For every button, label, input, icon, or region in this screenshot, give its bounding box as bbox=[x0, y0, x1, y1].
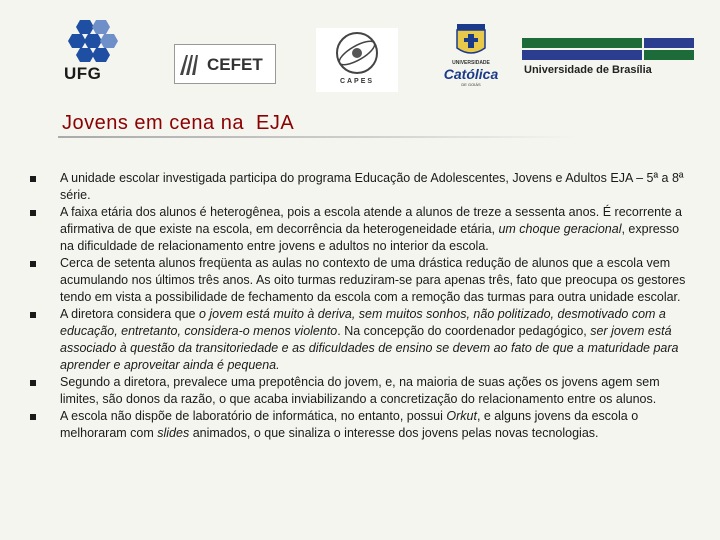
bullet-item bbox=[30, 170, 690, 204]
title-underline bbox=[58, 136, 578, 138]
bullet-square-icon bbox=[30, 210, 36, 216]
bullet-item bbox=[30, 306, 690, 374]
slide-title: Jovens em cena na EJA bbox=[62, 112, 295, 134]
bullet-text: A diretora considera que bbox=[60, 307, 199, 321]
bullet-item bbox=[30, 255, 690, 306]
bullet-text: A unidade escolar investigada participa do programa Educação de Adolescentes, Jovens e Adultos EJA – 5ª a 8ª série. bbox=[60, 171, 684, 202]
bullet-square-icon bbox=[30, 414, 36, 420]
cefet-logo bbox=[174, 44, 276, 84]
bullet-text-italic: um choque geracional bbox=[498, 222, 622, 236]
catolica-logo-text: Católica bbox=[443, 66, 499, 82]
cefet-logo-text: CEFET bbox=[207, 55, 263, 74]
bullet-text-italic: Orkut bbox=[446, 409, 477, 423]
bullet-text-italic: slides bbox=[157, 426, 190, 440]
catolica-logo-bottom-text: DE GOIÁS bbox=[461, 82, 481, 87]
bullet-item bbox=[30, 374, 690, 408]
bullet-square-icon bbox=[30, 176, 36, 182]
catolica-shield-icon bbox=[442, 22, 500, 60]
bullet-square-icon bbox=[30, 261, 36, 267]
bullet-text: , expresso na dificuldade de relacionamento entre jovens e adultos no interior da escola. bbox=[60, 222, 680, 253]
bullet-text: A escola não dispõe de laboratório de informática, no entanto, possui bbox=[60, 409, 447, 423]
bullet-text-italic: o jovem está muito à deriva, sem muitos sonhos, não politizado, desmotivado com a educação, entretanto, considera-o menos violento bbox=[60, 307, 666, 338]
bullet-text-italic: ser jovem está associado à questão da transitoriedade e as dificuldades de ensino se devem ao fato de que a maturidade para aprender e aproveitar ainda é pequena. bbox=[60, 324, 679, 372]
bullet-text: animados, o que sinaliza o interesse dos jovens pelas novas tecnologias. bbox=[189, 426, 599, 440]
bullet-text: . Na concepção do coordenador pedagógico, bbox=[337, 324, 591, 338]
capes-emblem-icon bbox=[316, 28, 398, 78]
ufg-logo-text: UFG bbox=[64, 64, 102, 83]
bullet-text: , e alguns jovens da escola o melhoraram com bbox=[60, 409, 639, 440]
unb-logo bbox=[522, 38, 694, 78]
capes-logo bbox=[316, 28, 398, 92]
bullet-text: Segundo a diretora, prevalece uma prepotência do jovem, e, na maioria de suas ações os jovens agem sem limites, são donos da razão, o que acaba inviabilizando a concretização do relacionamento entre os alunos. bbox=[60, 375, 660, 406]
catolica-logo bbox=[442, 22, 500, 86]
bullet-square-icon bbox=[30, 312, 36, 318]
ufg-cubes-icon bbox=[60, 18, 124, 62]
bullet-list bbox=[30, 170, 690, 442]
unb-logo-text: Universidade de Brasília bbox=[524, 64, 652, 76]
bullet-square-icon bbox=[30, 380, 36, 386]
cefet-emblem-icon bbox=[178, 49, 206, 79]
catolica-logo-top-text: UNIVERSIDADE bbox=[452, 60, 490, 66]
bullet-item bbox=[30, 204, 690, 255]
capes-logo-text: CAPES bbox=[339, 78, 375, 85]
bullet-text: Cerca de setenta alunos freqüenta as aulas no contexto de uma drástica redução de alunos que a escola vem acumulando nos últimos três anos. As oito turmas reduziram-se para apenas três, fato que preocupa os gestores tendo em vista a possibilidade de fechamento da escola com a remoção das turmas para outra unidade escolar. bbox=[60, 256, 686, 304]
unb-stripes-icon bbox=[522, 38, 694, 62]
bullet-item bbox=[30, 408, 690, 442]
bullet-text: A faixa etária dos alunos é heterogênea, pois a escola atende a alunos de treze a sessenta anos. É recorrente a afirmativa de que existe na escola, em decorrência da heterogeneidade etária, bbox=[60, 205, 682, 236]
ufg-logo bbox=[60, 18, 124, 84]
